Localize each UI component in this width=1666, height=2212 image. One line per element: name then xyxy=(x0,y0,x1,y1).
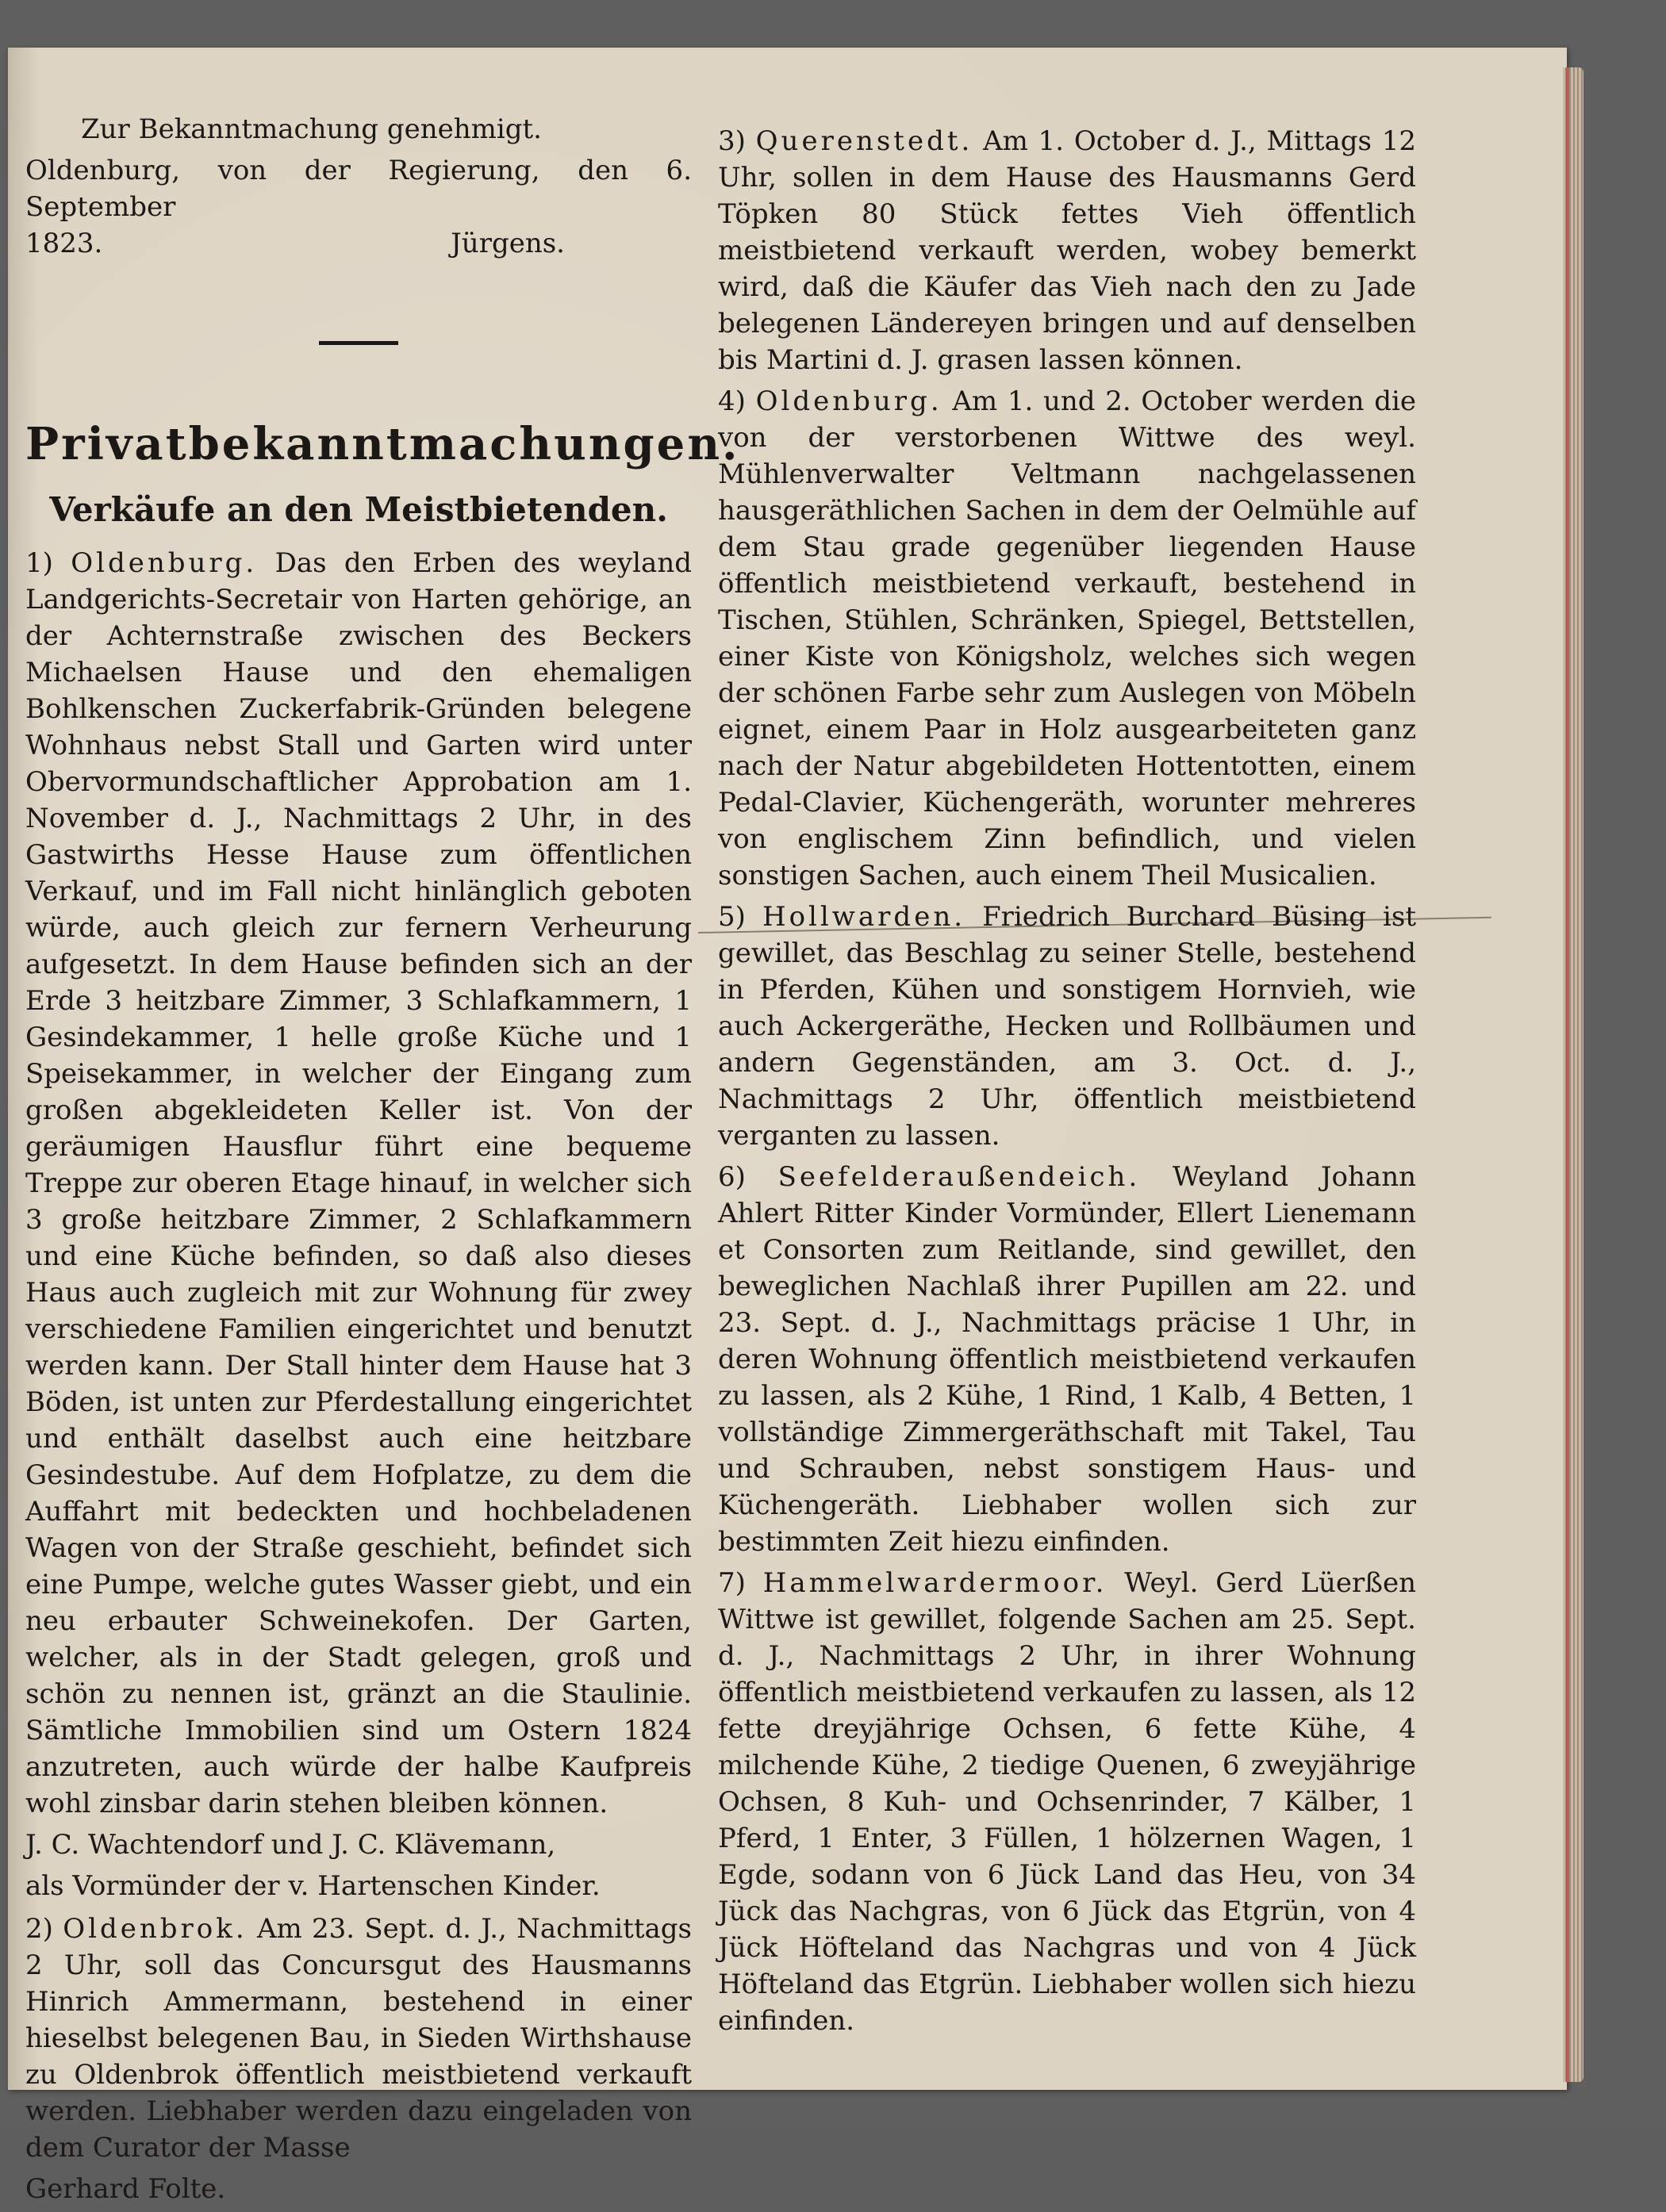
notice-number: 4) xyxy=(718,385,746,417)
notice-1-signature-line1: J. C. Wachtendorf und J. C. Klävemann, xyxy=(25,1829,556,1861)
approval-signer: Jürgens. xyxy=(451,228,565,259)
notice-3 xyxy=(718,123,1416,378)
notice-place: Oldenbrok. xyxy=(63,1913,248,1945)
notice-2 xyxy=(25,1911,692,2166)
right-column xyxy=(718,123,1416,2044)
notice-text: Am 23. Sept. d. J., Nachmittags 2 Uhr, soll das Concursgut des Hausmanns Hinrich Ammermann, bestehend in einer hieselbst belegenen Bau, in Sieden Wirthshause zu Oldenbrok öffentlich meistbietend verkauft werden. Liebhaber werden dazu eingeladen von dem Curator der Masse xyxy=(25,1913,692,2164)
notice-number: 2) xyxy=(25,1913,53,1945)
notice-text: Friedrich Burchard Büsing ist gewillet, das Beschlag zu seiner Stelle, bestehend in Pferden, Kühen und sonstigem Hornvieh, wie auch Ackergeräthe, Hecken und Rollbäumen und andern Gegenständen, am 3. Oct. d. J., Nachmittags 2 Uhr, öffentlich meistbietend verganten zu lassen. xyxy=(718,901,1417,1152)
notice-number: 7) xyxy=(718,1567,746,1599)
notice-number: 1) xyxy=(25,547,53,579)
approval-text: Zur Bekanntmachung genehmigt. xyxy=(81,113,542,145)
left-column xyxy=(25,111,740,2212)
section-heading: Privatbekanntmachungen. xyxy=(25,418,740,470)
notice-place: Hollwarden. xyxy=(762,901,966,933)
notice-place: Oldenburg. xyxy=(71,547,258,579)
approval-year: 1823. xyxy=(25,228,103,259)
notice-1 xyxy=(25,545,692,1822)
notice-number: 6) xyxy=(718,1161,746,1193)
page-edges xyxy=(1563,67,1583,2082)
notice-6 xyxy=(718,1159,1416,1560)
notice-place: Querenstedt. xyxy=(755,125,973,157)
notice-text: Am 1. October d. J., Mittags 12 Uhr, sollen in dem Hause des Hausmanns Gerd Töpken 80 Stück fettes Vieh öffentlich meistbietend verkauft werden, wobey bemerkt wird, daß die Käufer das Vieh nach den zu Jade belegenen Ländereyen bringen und auf denselben bis Martini d. J. grasen lassen können. xyxy=(718,125,1416,376)
notice-5 xyxy=(718,899,1416,1154)
notice-text: Am 1. und 2. October werden die von der verstorbenen Wittwe des weyl. Mühlenverwalter Veltmann nachgelassenen hausgeräthlichen Sachen in dem der Oelmühle auf dem Stau grade gegenüber liegenden Hause öffentlich meistbietend verkauft, bestehend in Tischen, Stühlen, Schränken, Spiegel, Bettstellen, einer Kiste von Königsholz, welches sich wegen der schönen Farbe sehr zum Auslegen von Möbeln eignet, einem Paar in Holz ausgearbeiteten ganz nach der Natur abgebildeten Hottentotten, einem Pedal-Clavier, Küchengeräth, worunter mehreres von englischem Zinn befindlich, und vielen sonstigen Sachen, auch einem Theil Musicalien. xyxy=(718,385,1416,891)
notice-place: Seefelderaußendeich. xyxy=(777,1161,1141,1193)
approval-location: Oldenburg, von der Regierung, den 6. September xyxy=(25,155,692,223)
section-divider xyxy=(319,341,398,345)
notice-place: Hammelwardermoor. xyxy=(762,1567,1107,1599)
notice-2-signature: Gerhard Folte. xyxy=(25,2173,226,2205)
notice-text: Das den Erben des weyland Landgerichts-Secretair von Harten gehörige, an der Achternstraße zwischen des Beckers Michaelsen Hause und den ehemaligen Bohlkenschen Zuckerfabrik-Gründen belegene Wohnhaus nebst Stall und Garten wird unter Obervormundschaftlicher Approbation am 1. November d. J., Nachmittags 2 Uhr, in des Gastwirths Hesse Hause zum öffentlichen Verkauf, und im Fall nicht hinlänglich geboten würde, auch gleich zur fernern Verheurung aufgesetzt. In dem Hause befinden sich an der Erde 3 heitzbare Zimmer, 3 Schlafkammern, 1 Gesindekammer, 1 helle große Küche und 1 Speisekammer, in welcher der Eingang zum großen abgekleideten Keller ist. Von der geräumigen Hausflur führt eine bequeme Treppe zur oberen Etage hinauf, in welcher sich 3 große heitzbare Zimmer, 2 Schlafkammern und eine Küche befinden, so daß also dieses Haus auch zugleich mit zur Wohnung für zwey verschiedene Familien eingerichtet und benutzt werden kann. Der Stall hinter dem Hause hat 3 Böden, ist unten zur Pferdestallung eingerichtet und enthält daselbst auch eine heitzbare Gesindestube. Auf dem Hofplatze, zu dem die Auffahrt mit bedeckten und hochbeladenen Wagen von der Straße geschieht, befindet sich eine Pumpe, welche gutes Wasser giebt, und ein neu erbauter Schweinekofen. Der Garten, welcher, als in der Stadt gelegen, groß und schön zu nennen ist, gränzt an die Staulinie. Sämtliche Immobilien sind um Ostern 1824 anzutreten, auch würde der halbe Kaufpreis wohl zinsbar darin stehen bleiben können. xyxy=(25,547,692,1819)
notice-number: 5) xyxy=(718,901,746,933)
notice-1-signature-line2: als Vormünder der v. Hartenschen Kinder. xyxy=(25,1870,601,1902)
notice-place: Oldenburg. xyxy=(755,385,942,417)
notice-text: Weyland Johann Ahlert Ritter Kinder Vormünder, Ellert Lienemann et Consorten zum Reitlande, sind gewillet, den beweglichen Nachlaß ihrer Pupillen am 22. und 23. Sept. d. J., Nachmittags präcise 1 Uhr, in deren Wohnung öffentlich meistbietend verkaufen zu lassen, als 2 Kühe, 1 Rind, 1 Kalb, 4 Betten, 1 vollständige Zimmergeräthschaft mit Takel, Tau und Schrauben, nebst sonstigem Haus- und Küchengeräth. Liebhaber wollen sich zur bestimmten Zeit hiezu einfinden. xyxy=(718,1161,1416,1558)
notice-number: 3) xyxy=(718,125,746,157)
notice-7 xyxy=(718,1565,1416,2039)
approval-signature-row xyxy=(25,225,692,262)
notice-text: Weyl. Gerd Lüerßen Wittwe ist gewillet, folgende Sachen am 25. Sept. d. J., Nachmittags 2 Uhr, in ihrer Wohnung öffentlich meistbietend verkaufen zu lassen, als 12 fette dreyjährige Ochsen, 6 fette Kühe, 4 milchende Kühe, 2 tiedige Quenen, 6 zweyjährige Ochsen, 8 Kuh- und Ochsenrinder, 7 Kälber, 1 Pferd, 1 Enter, 3 Füllen, 1 hölzernen Wagen, 1 Egde, sodann von 6 Jück Land das Heu, von 34 Jück das Nachgras, von 6 Jück das Etgrün, von 4 Jück Höfteland das Nachgras und von 4 Jück Höfteland das Etgrün. Liebhaber wollen sich hiezu einfinden. xyxy=(718,1567,1416,2037)
notice-4 xyxy=(718,383,1416,894)
section-subheading: Verkäufe an den Meistbietenden. xyxy=(49,490,668,529)
